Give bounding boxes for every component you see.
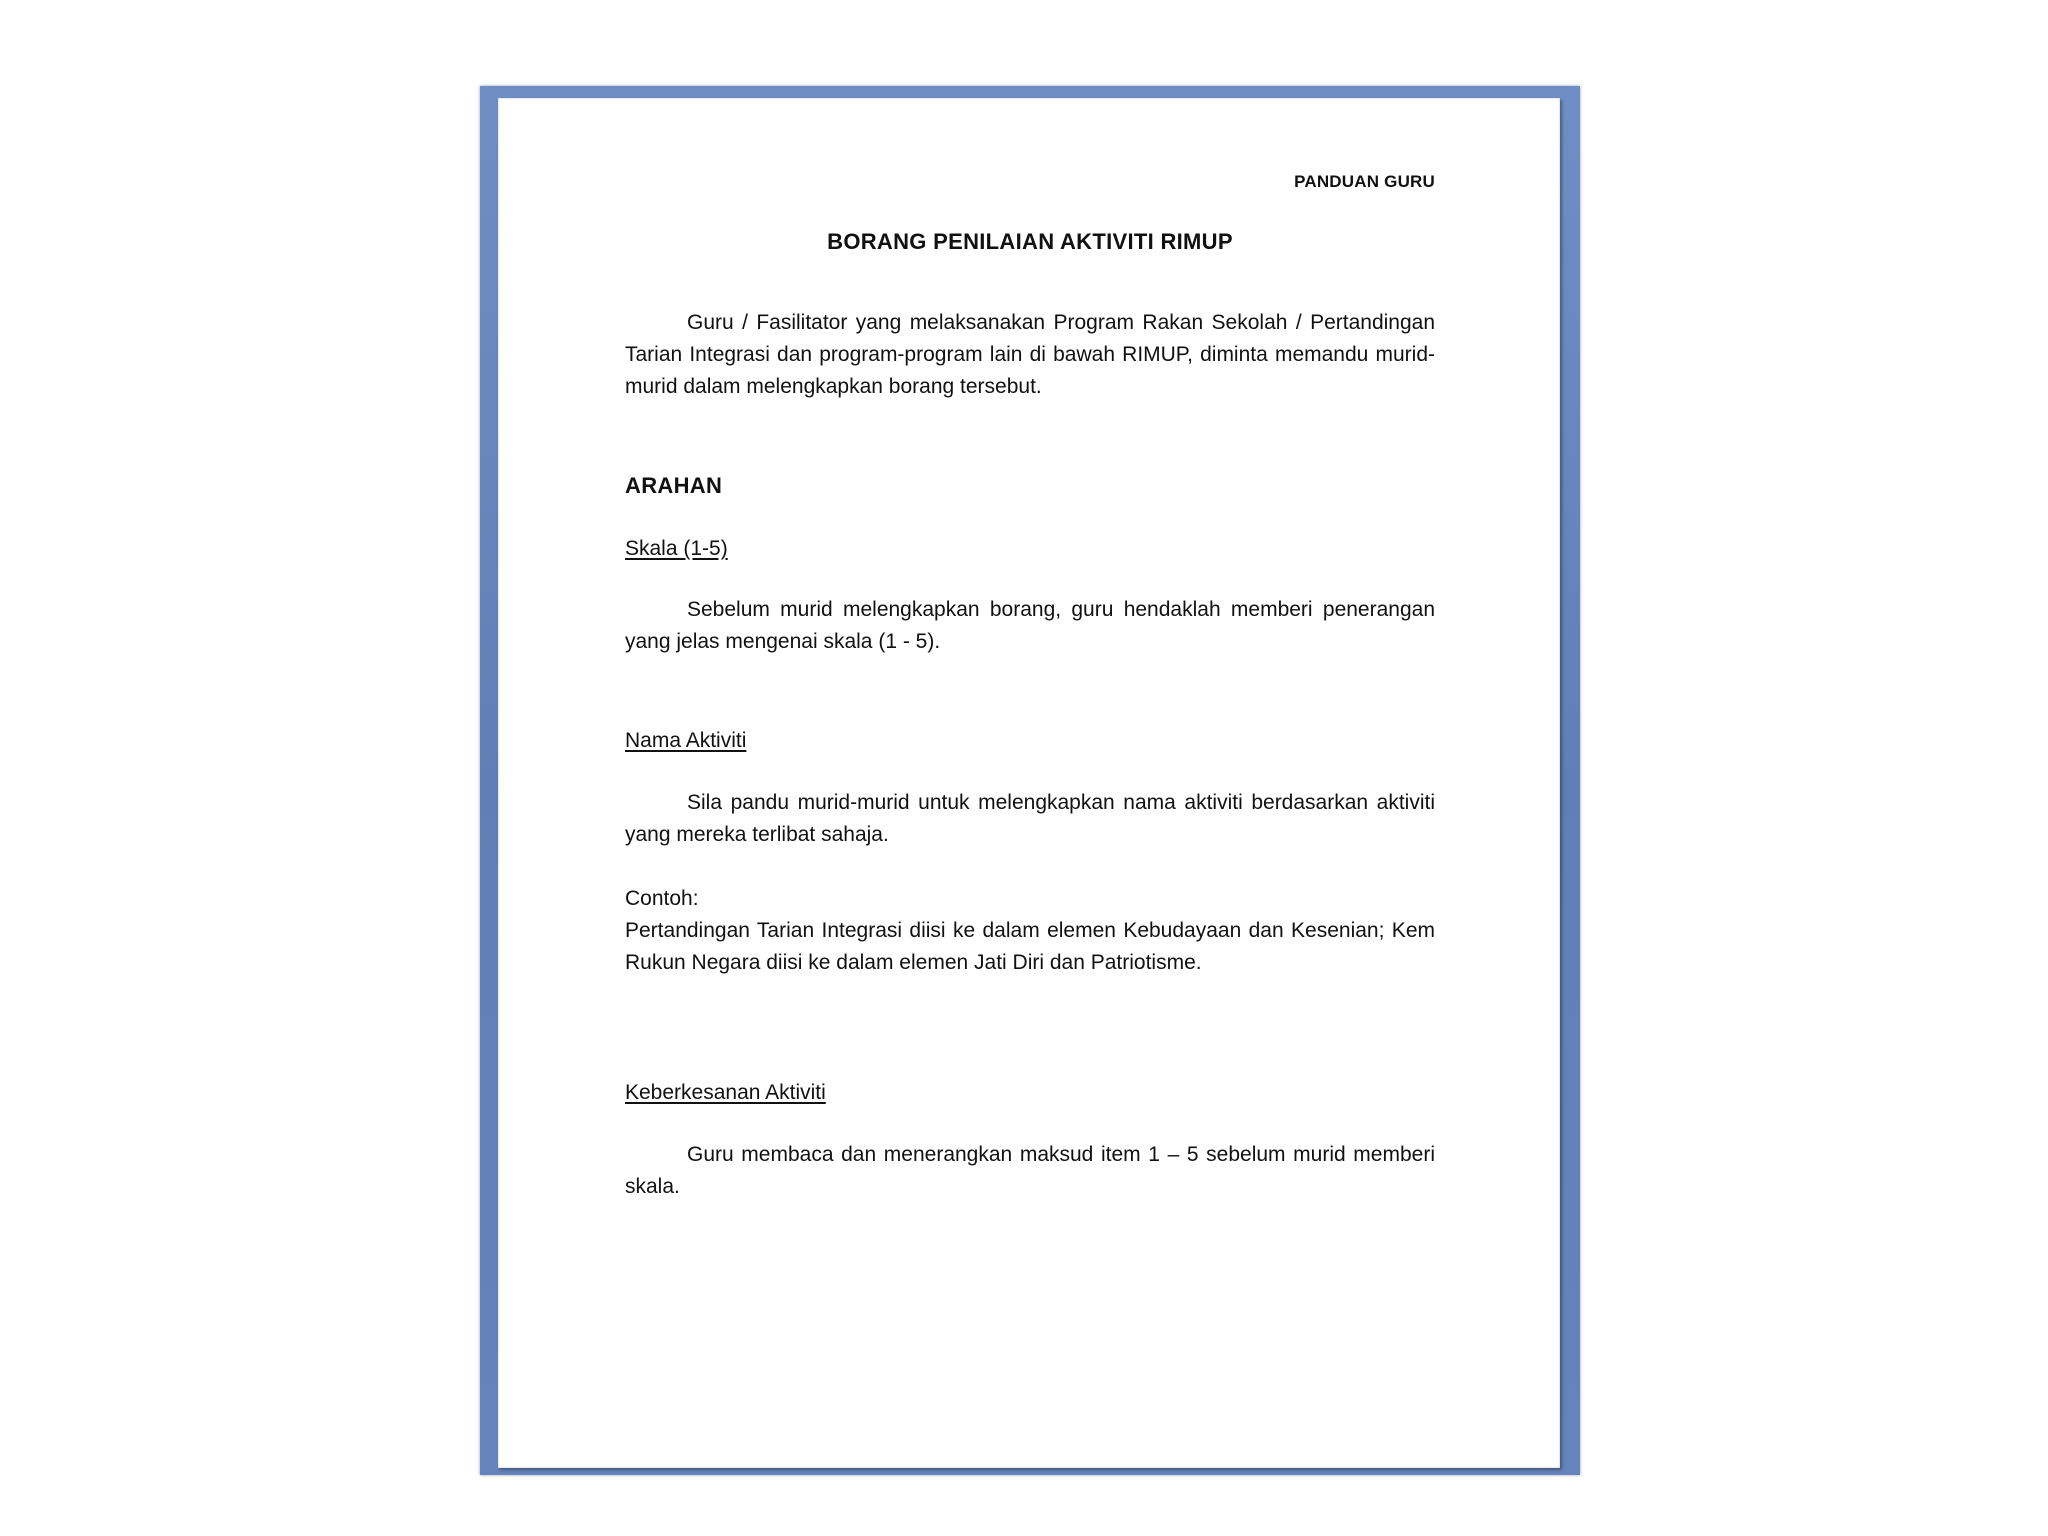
document-title: BORANG PENILAIAN AKTIVITI RIMUP	[827, 229, 1233, 254]
section-heading-arahan: ARAHAN	[625, 473, 723, 498]
example-label: Contoh:	[625, 887, 699, 910]
subheading-skala: Skala (1-5)	[625, 537, 728, 560]
paragraph-keberkesanan-aktiviti: Guru membaca dan menerangkan maksud item 1 – 5 sebelum murid memberi skala.	[625, 1143, 1435, 1198]
header-label: PANDUAN GURU	[1294, 172, 1435, 191]
subheading-nama-aktiviti: Nama Aktiviti	[625, 729, 747, 752]
paragraph-skala: Sebelum murid melengkapkan borang, guru hendaklah memberi penerangan yang jelas mengenai skala (1 - 5).	[625, 598, 1435, 653]
paragraph-nama-aktiviti: Sila pandu murid-murid untuk melengkapkan nama aktiviti berdasarkan aktiviti yang mereka terlibat sahaja.	[625, 791, 1435, 846]
intro-paragraph: Guru / Fasilitator yang melaksanakan Program Rakan Sekolah / Pertandingan Tarian Integrasi dan program-program lain di bawah RIMUP, diminta memandu murid-murid dalam melengkapkan borang tersebut.	[625, 311, 1435, 398]
subheading-keberkesanan-aktiviti: Keberkesanan Aktiviti	[625, 1081, 826, 1104]
document-page	[498, 98, 1560, 1468]
document-page-frame	[480, 86, 1580, 1475]
example-paragraph: Pertandingan Tarian Integrasi diisi ke dalam elemen Kebudayaan dan Kesenian; Kem Rukun Negara diisi ke dalam elemen Jati Diri dan Patriotisme.	[625, 919, 1435, 974]
